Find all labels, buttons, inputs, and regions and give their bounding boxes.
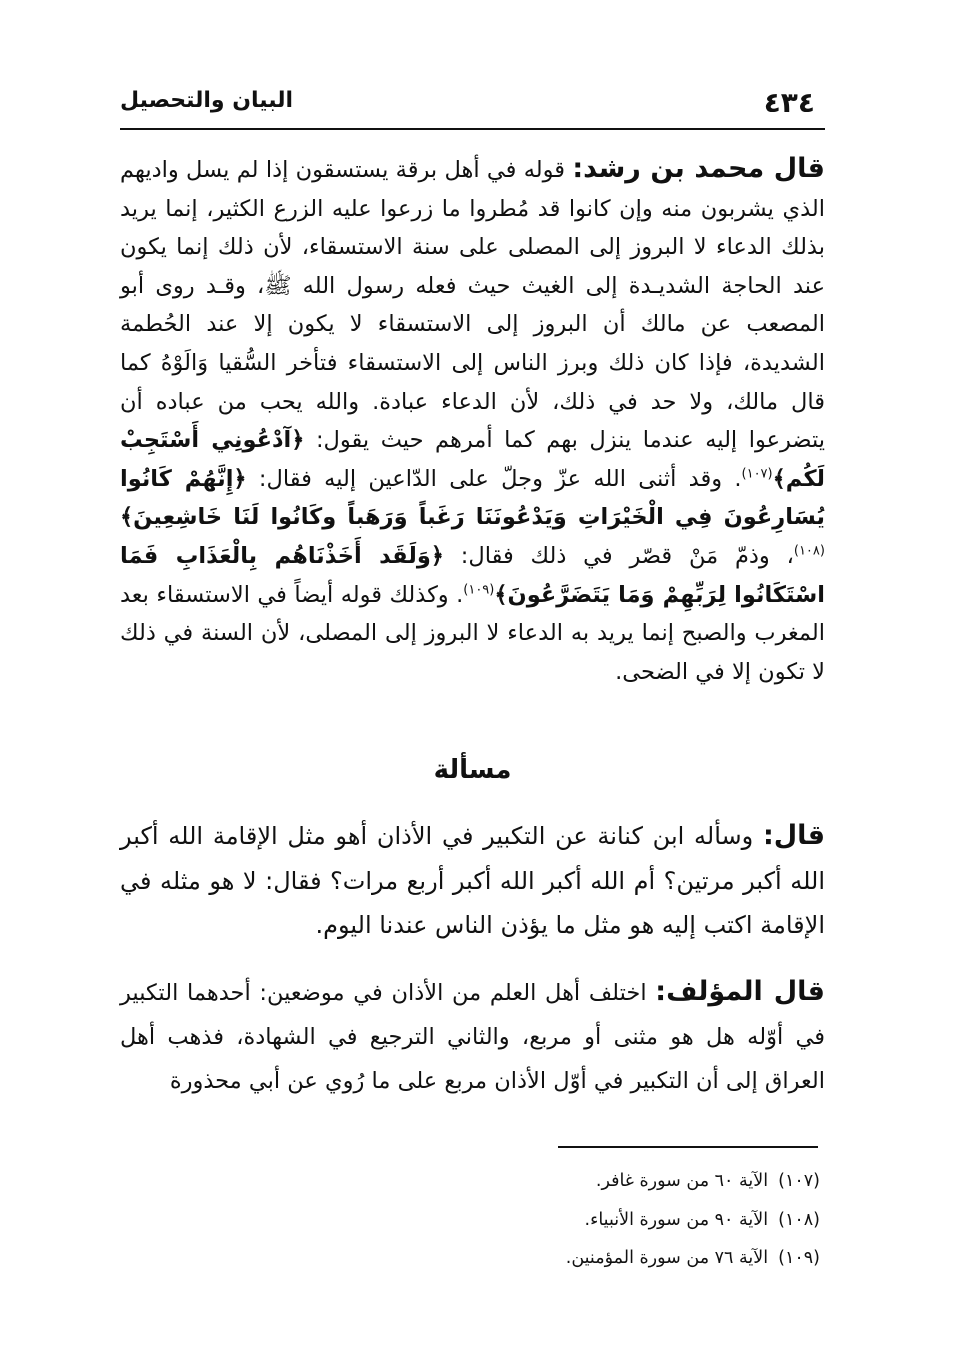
paragraph-text: . وكذلك قوله أيضاً في الاستسقاء بعد المغرب والصبح إنما يريد به الدعاء لا البروز إلى المصلى، لأن السنة في ذلك لا تكون إلا في الضحى. [120,581,825,685]
running-title: البيان والتحصيل [120,88,294,113]
paragraph-text: ، وذمّ مَنْ قصّر في ذلك فقال: [443,542,794,569]
page-header [120,78,825,130]
footnote-number: (١٠٩) [778,1248,820,1268]
paragraph-text: . وقد أثنى الله عزّ وجلّ على الدّاعين إليه فقال: [246,465,742,492]
footnote-number: (١٠٨) [778,1209,820,1230]
speaker-label: قال محمد بن رشد: [572,153,825,184]
page-number: ٤٣٤ [763,86,815,119]
footnote-text: الآية ٦٠ من سورة غافر. [595,1171,769,1191]
footnote-divider [558,1146,818,1148]
footnote-ref: (١٠٧) [741,466,773,482]
quran-verse: ﴿إِنَّهُمْ كَانُوا يُسَارِعُونَ فِي الْخَيْرَاتِ وَيَدْعُونَنَا رَغَباً وَرَهَباً وكَانُوا لَنَا خَاشِعِينَ﴾ [120,465,825,531]
question-paragraph [120,814,825,948]
quran-verse: ﴿وَلَقَد أَخَذْنَاهُم بِالْعَذَابِ فَمَا اسْتَكَانُوا لِرَبِّهِمْ وَمَا يَتَضَرَّعُونَ﴾ [120,542,825,608]
footnote-text: الآية ٩٠ من سورة الأنبياء. [584,1209,769,1230]
question-text: وسأله ابن كنانة عن التكبير في الأذان أهو مثل الإقامة الله أكبر الله أكبر مرتين؟ أم الله أكبر الله أكبر أربع مرات؟ فقال: لا هو مثله في الإقامة اكتب إليه هو مثل ما يؤذن الناس عندنا اليوم. [120,822,825,939]
speaker-label: قال المؤلف: [655,976,825,1007]
speaker-label: قال: [762,820,825,851]
footnote-ref: (١٠٨) [793,543,825,559]
footnote-item [420,1162,820,1201]
section-heading: مسألة [433,755,512,785]
author-paragraph [120,970,825,1103]
footnotes [420,1162,820,1278]
footnote-text: الآية ٧٦ من سورة المؤمنين. [565,1248,769,1268]
paragraph-text: قوله في أهل برقة يستسقون إذا لم يسل واديهم الذي يشربون منه وإن كانوا قد مُطروا ما زرعوا عليه الزرع الكثير، إنما يريد بذلك الدعاء لا البروز إلى المصلى على سنة الاستسقاء، لأن ذلك إنما يكون عند الحاجة الشديـدة إلى الغيث حيث فعله رسول الله ﷺ، وقـد روى أبو المصعب عن مالك أن البروز إلى الاستسقاء لا يكون إلا عند الحُطمة الشديدة، فإذا كان ذلك وبرز الناس إلى الاستسقاء فتأخر السُّقيا وَالَوْهُ كما قال مالك، ولا حد في ذلك، لأن الدعاء عبادة. والله يحب من عباده أن يتضرعوا إليه عندما ينزل بهم كما أمرهم حيث يقول: [120,157,825,454]
footnote-item [420,1239,820,1278]
main-paragraph [120,150,825,691]
author-text: اختلف أهل العلم من الأذان في موضعين: أحدهما التكبير في أوّله هل هو مثنى أو مربع، والثاني الترجيع في الشهادة، فذهب أهل العراق إلى أن التكبير في أوّل الأذان مربع على ما رُوي عن أبي محذورة [120,980,825,1094]
quran-verse: ﴿آدْعُونِي أَسْتَجِبْ لَكُم﴾ [120,427,825,492]
footnote-number: (١٠٧) [778,1171,820,1191]
footnote-ref: (١٠٩) [463,582,495,598]
footnote-item [420,1201,820,1240]
